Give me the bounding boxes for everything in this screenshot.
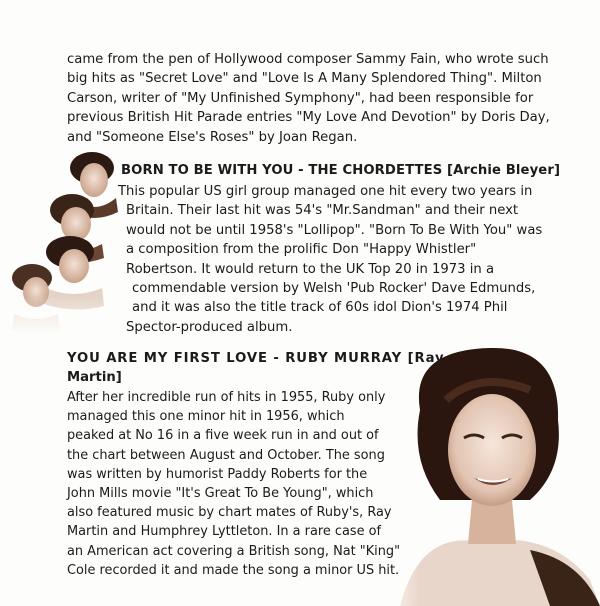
- intro-line: and "Someone Else's Roses" by Joan Regan.: [67, 129, 358, 145]
- ruby-line: also featured music by chart mates of Ruby's, Ray: [67, 505, 392, 521]
- chordettes-line: a composition from the prolific Don "Happy Whistler": [126, 242, 477, 258]
- ruby-heading-line: YOU ARE MY FIRST LOVE - RUBY MURRAY [Ray: [67, 351, 445, 366]
- ruby-line: the chart between August and October. The song: [67, 447, 385, 463]
- ruby-line: was written by humorist Paddy Roberts for the: [67, 466, 368, 482]
- ruby-murray-paragraph: [67, 388, 400, 580]
- ruby-line: Martin and Humphrey Lyttleton. In a rare case of: [67, 524, 382, 540]
- chordettes-line: would not be until 1958's "Lollipop". "Born To Be With You" was: [126, 222, 543, 238]
- ruby-line: After her incredible run of hits in 1955, Ruby only: [67, 390, 386, 405]
- chordettes-line: Britain. Their last hit was 54's "Mr.Sandman" and their next: [126, 203, 519, 219]
- chordettes-heading: BORN TO BE WITH YOU - THE CHORDETTES [Archie Bleyer]: [121, 163, 561, 178]
- ruby-line: peaked at No 16 in a five week run in and out of: [67, 428, 379, 444]
- ruby-line: an American act covering a British song, Nat "King": [67, 543, 401, 559]
- ruby-murray-heading: [67, 349, 445, 388]
- chordettes-line: and it was also the title track of 60s idol Dion's 1974 Phil: [132, 300, 508, 316]
- intro-line: big hits as "Secret Love" and "Love Is A Many Splendored Thing". Milton: [67, 71, 542, 87]
- chordettes-photo: [6, 146, 126, 336]
- ruby-heading-line: Martin]: [67, 370, 122, 386]
- chordettes-paragraph: [118, 182, 543, 337]
- chordettes-line: commendable version by Welsh 'Pub Rocker' Dave Edmunds,: [132, 281, 536, 297]
- ruby-line: John Mills movie "It's Great To Be Young", which: [67, 486, 374, 502]
- intro-line: Carson, writer of "My Unfinished Symphony", had been responsible for: [67, 90, 534, 106]
- ruby-line: managed this one minor hit in 1956, which: [67, 409, 345, 425]
- intro-line: came from the pen of Hollywood composer Sammy Fain, who wrote such: [67, 52, 549, 67]
- chordettes-line: This popular US girl group managed one hit every two years in: [118, 184, 533, 199]
- intro-paragraph: [67, 50, 550, 147]
- intro-line: previous British Hit Parade entries "My Love And Devotion" by Doris Day,: [67, 110, 550, 126]
- chordettes-line: Spector-produced album.: [126, 319, 293, 335]
- ruby-line: Cole recorded it and made the song a minor US hit.: [67, 562, 400, 578]
- chordettes-line: Robertson. It would return to the UK Top 20 in 1973 in a: [126, 261, 495, 277]
